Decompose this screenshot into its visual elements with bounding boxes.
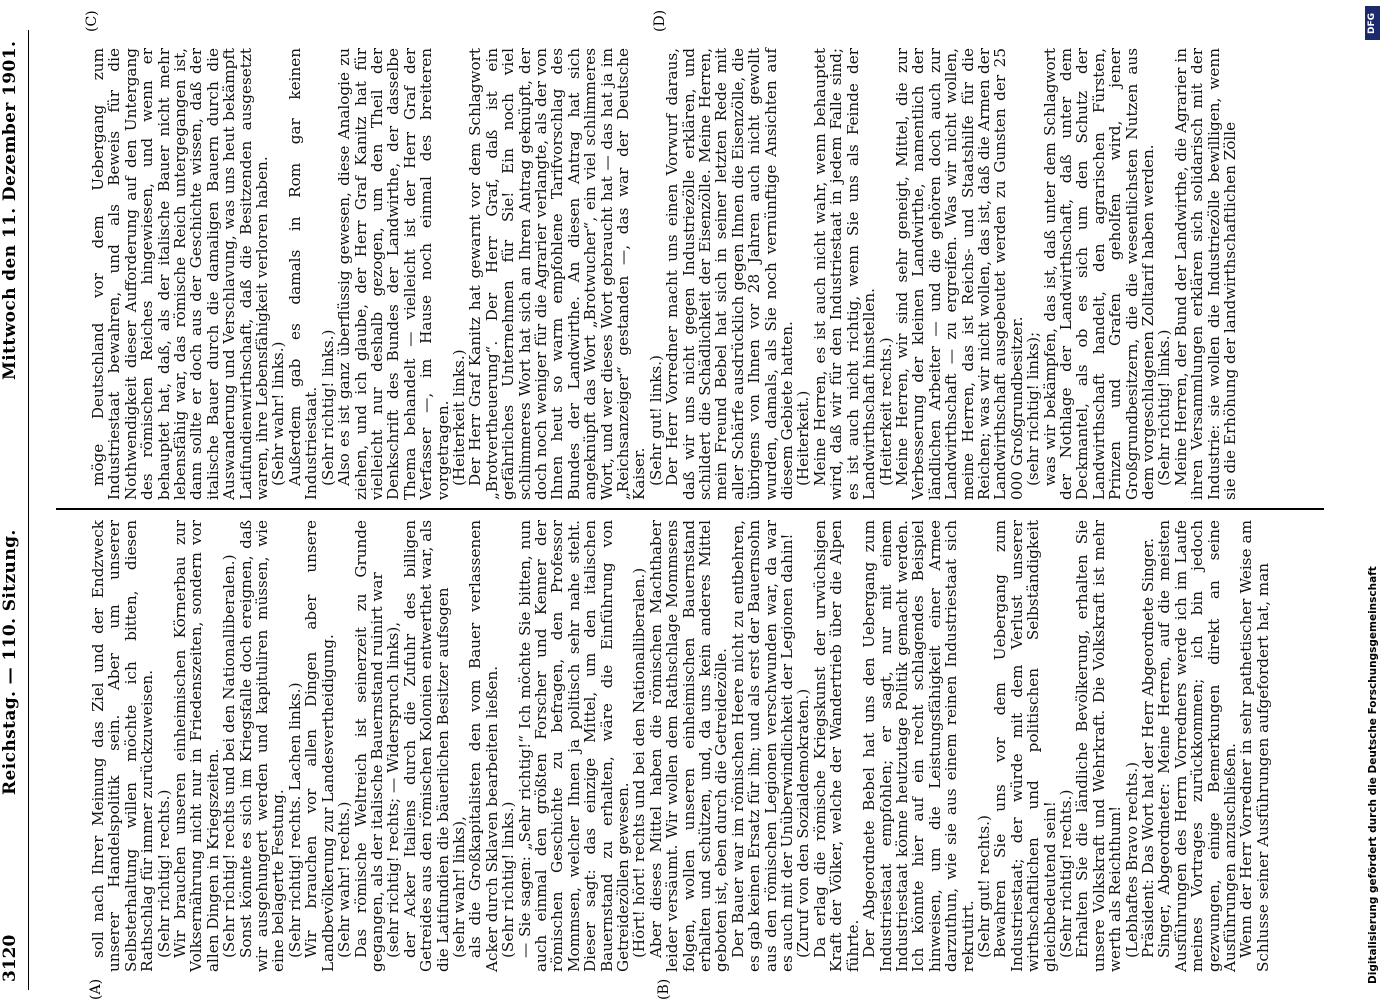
paragraph: (Sehr richtig! links.) <box>1155 329 1174 486</box>
header-left-title: Reichstag. — 110. Sitzung. <box>0 529 20 795</box>
paragraph: soll nach Ihrer Meinung das Ziel und der Endzweck unserer Handelspolitik sein. Aber um unserer Selbsterhaltung willen möchte ich bitten, diesen Rathschlag für immer zurückzuweisen. <box>89 515 157 972</box>
paragraph: (Sehr richtig! rechts. Lachen links.) <box>285 682 304 958</box>
paragraph: (Sehr wahr! rechts.) <box>335 801 354 958</box>
paragraph: Also es ist ganz überflüssig gewesen, diese Analogie zu ziehen, und ich glaube, der Herr Graf Kanitz hat für vielleicht nur deshalb gezogen, um den Theil der Denkschrift des Bundes der Landwirthe, der dasselbe Thema behandelt — vielleicht ist der Herr Graf der Verfasser —, im Hause noch einmal des breiteren vorgetragen. <box>335 43 452 500</box>
paragraph: (Lebhaftes Bravo rechts.) <box>1122 761 1141 958</box>
paragraph: (Sehr richtig! rechts.) <box>1056 789 1075 958</box>
margin-mark-a: (A) <box>88 978 104 1000</box>
page-number: 3120 <box>0 934 20 982</box>
paragraph: Aber dieses Mittel haben die römischen Machthaber leider versäumt. Wir wollen dem Rathschlage Mommsens folgen, wollen unseren einheimischen Bauernstand erhalten und schützen, und, da uns kein anderes Mittel geboten ist, eben durch die Getreidezölle. <box>646 515 731 972</box>
paragraph: Der Bauer war im römischen Heere nicht zu entbehren, es gab keinen Ersatz für ihn; und als erst der Bauernsohn aus den römischen Legionen verschwunden war, da war es auch mit der Unüberwindlichkeit der Legionen dahin! <box>728 515 797 972</box>
paragraph: Sonst könnte es sich im Kriegsfalle doch ereignen, daß wir ausgehungert werden und kapituliren müssen, wie eine belagerte Festung. <box>236 515 288 972</box>
paragraph: Wenn der Herr Vorredner in sehr pathetischer Weise am Schlusse seiner Ausführungen aufgefordert hat, man <box>1237 515 1272 972</box>
paragraph: (Hört! hört! rechts und bei den Nationalliberalen.) <box>630 567 649 958</box>
paragraph: Wir brauchen vor allen Dingen aber unsere Landbevölkerung zur Landesvertheidigung. <box>302 515 337 972</box>
margin-mark-c: (C) <box>84 10 100 32</box>
paragraph: der Acker Italiens durch die Zufuhr des billigen Getreides aus den römischen Kolonien entwerthet war, als die Latifundien die bäuerlichen Besitzer aufsogen <box>400 515 452 972</box>
header-right-title: Mittwoch den 11. Dezember 1901. <box>0 40 20 380</box>
paragraph: Der Abgeordnete Bebel hat uns den Uebergang zum Industriestaat empfohlen; er sagt, nur mit einem Industriestaat könne heutzutage Politik gemacht werden. Ich könnte hier auf ein recht schlagendes Beispiel hinweisen, um die Leistungsfähigkeit einer Armee darzuthun, wie sie aus einem reinen Industriestaat sich rekrutirt. <box>860 515 977 972</box>
margin-mark-d: (D) <box>652 9 668 32</box>
header-rule <box>28 30 29 990</box>
paragraph: (Sehr richtig! rechts und bei den Nationalliberalen.) <box>220 554 239 958</box>
paragraph: (Sehr gut! links.) <box>646 355 665 486</box>
digitization-credit: Digitalisierung gefördert durch die Deutsche Forschungsgemeinschaft <box>1367 566 1379 984</box>
paragraph: Bewahren Sie uns vor dem Uebergang zum Industriestaat; der würde mit dem Verlust unserer wirthschaftlichen und politischen Selbständigkeit gleichbedeutend sein! <box>991 515 1059 972</box>
paragraph: Der Herr Graf Kanitz hat gewarnt vor dem Schlagwort „Brotvertheuerung“. Der Herr Graf, daß ist ein gefährliches Unternehmen für Sie! Ein noch viel schlimmeres Wort hat sich an Ihren Antrag geknüpft, der doch noch weniger für die Agrarier verlangte, als der von Ihnen heut so warm empfohlene Tarifvorschlag des Bundes der Landwirthe. An diesen Antrag hat sich angeknüpft das Wort „Brotwucher“, ein viel schlimmeres Wort, und wer dieses Wort gebraucht hat — das hat ja im „Reichsanzeiger“ gestanden —, das war der Deutsche Kaiser. <box>466 43 649 500</box>
paragraph: Außerdem gab es damals in Rom gar keinen Industriestaat. <box>285 43 321 500</box>
paragraph: (Heiterkeit links.) <box>449 349 468 486</box>
paragraph: Da erlag die römische Kriegskunst der urwüchsigen Kraft der Völker, welche der Wandertrieb über die Alpen führte. <box>810 515 862 972</box>
text-column-left <box>89 515 1318 972</box>
paragraph: (Sehr richtig! links.) <box>499 801 518 958</box>
paragraph: Erhalten Sie die ländliche Bevölkerung, erhalten Sie unsere Volkskraft und Wehrkraft. Die Volkskraft ist mehr werth als Reichthum! <box>1073 515 1125 972</box>
paragraph: (sehr richtig! links); <box>1024 331 1043 486</box>
paragraph: (Heiterkeit rechts.) <box>876 337 895 486</box>
paragraph: (Heiterkeit.) <box>794 390 813 486</box>
paragraph: Wir brauchen unseren einheimischen Körnerbau zur Volksernährung nicht nur in Friedenszeiten, sondern vor allen Dingen in Kriegszeiten. <box>171 515 222 972</box>
paragraph: (sehr richtig! rechts; — Widerspruch links), <box>384 621 403 958</box>
paragraph: Das römische Weltreich ist seinerzeit zu Grunde gegangen, als der italische Bauernstand ruinirt war <box>351 515 386 972</box>
paragraph: — Sie sagen: „Sehr richtig!“ Ich möchte Sie bitten, nun auch einmal den größten Forscher und Kenner der römischen Geschichte zu befragen, den Professor Mommsen, welcher Ihnen ja politisch sehr nahe steht. Dieser sagt: das einzige Mittel, um den italischen Bauernstand zu erhalten, wäre die Einführung von Getreidezöllen gewesen. <box>515 515 632 972</box>
paragraph: Meine Herren, es ist auch nicht wahr, wenn behauptet wird, daß wir für den Industriestaat in jedem Falle sind; es ist auch nicht richtig, wenn Sie uns als Feinde der Landwirthschaft hinstellen. <box>810 43 879 500</box>
paragraph: (Sehr richtig! rechts.) <box>154 789 173 958</box>
paragraph: als die Großkapitalisten den vom Bauer verlassenen Acker durch Sklaven bearbeiten ließen. <box>466 515 501 972</box>
paragraph: (Sehr gut! rechts.) <box>974 815 993 958</box>
paragraph: was wir bekämpfen, das ist, daß unter dem Schlagwort der Nothlage der Landwirthschaft, daß unter dem Deckmantel, als ob es sich um den Schutz der Landwirthschaft handelt, den agrarischen Fürsten, Prinzen und Grafen geholfen wird, jener Großgrundbesitzern, die die wesentlichsten Nutzen aus dem vorgeschlagenen Zolltarif haben werden. <box>1040 43 1157 500</box>
paragraph: Der Herr Vorredner macht uns einen Vorwurf daraus, daß wir uns nicht gegen Industriezölle erklären, und schildert die Schädlichkeit der Eisenzölle. Meine Herren, mein Freund Bebel hat sich in seiner letzten Rede mit aller Schärfe ausdrücklich gegen Ihnen die Eisenzölle, die übrigens von Ihnen vor 28 Jahren auch nicht gewollt wurden, damals, als Sie noch vernünftige Ansichten auf diesem Gebiete hatten. <box>663 43 797 500</box>
paragraph: (Sehr wahr! links.) <box>269 341 288 486</box>
text-column-right <box>89 43 1318 500</box>
paragraph: Meine Herren, wir sind sehr geneigt, Mittel, die zur Verbesserung der kleinen Landwirthe, namentlich der ländlichen Arbeiter — und die gehören doch auch zur Landwirthschaft — zu ergreifen. Was wir nicht wollen, meine Herren, das ist Reichs- und Staatshilfe für die Reichen; was wir nicht wollen, das ist, daß die Armen der Landwirthschaft ausgebeutet werden zu Gunsten der 25 000 Großgrundbesitzer. <box>892 43 1026 500</box>
paragraph: möge Deutschland vor dem Uebergang zum Industriestaat bewahren, und als Beweis für die Nothwendigkeit dieser Aufforderung auf den Untergang des römischen Reiches hingewiesen, und wenn er behauptet hat, daß, als der italische Bauer nicht mehr lebensfähig war, das römische Reich untergegangen ist, dann sollte er doch aus der Geschichte wissen, daß der italische Bauer durch die damaligen Bauern durch die Auswanderung und Verschlavung, was uns heut bekämpft Latifundienwirthschaft, daß die Besitzenden ausgesetzt waren, ihre Lebensfähigkeit verloren haben. <box>89 43 272 500</box>
dfg-logo: DFG <box>1365 6 1380 40</box>
paragraph: Präsident: Das Wort hat der Herr Abgeordnete Singer. <box>1139 537 1157 958</box>
paragraph: Meine Herren, der Bund der Landwirthe, die Agrarier in ihren Versammlungen erklären sich solidarisch mit der Industrie: sie wollen die Industriezölle bewilligen, wenn sie die Erhöhung der landwirthschaftlichen Zölle <box>1171 43 1240 500</box>
column-divider <box>56 509 1324 511</box>
paragraph: (Zuruf von den Sozialdemokraten.) <box>794 688 813 958</box>
paragraph: (sehr wahr! links), <box>449 816 468 958</box>
paragraph: (Sehr richtig! links.) <box>318 329 337 486</box>
margin-mark-b: (B) <box>656 978 672 1000</box>
paragraph: Singer, Abgeordneter: Meine Herren, auf die meisten Ausführungen des Herrn Vorredners werde ich im Laufe meines Vortrages zurückkommen; ich bin jedoch gezwungen, einige Bemerkungen direkt an seine Ausführungen anzuschließen. <box>1155 515 1240 972</box>
